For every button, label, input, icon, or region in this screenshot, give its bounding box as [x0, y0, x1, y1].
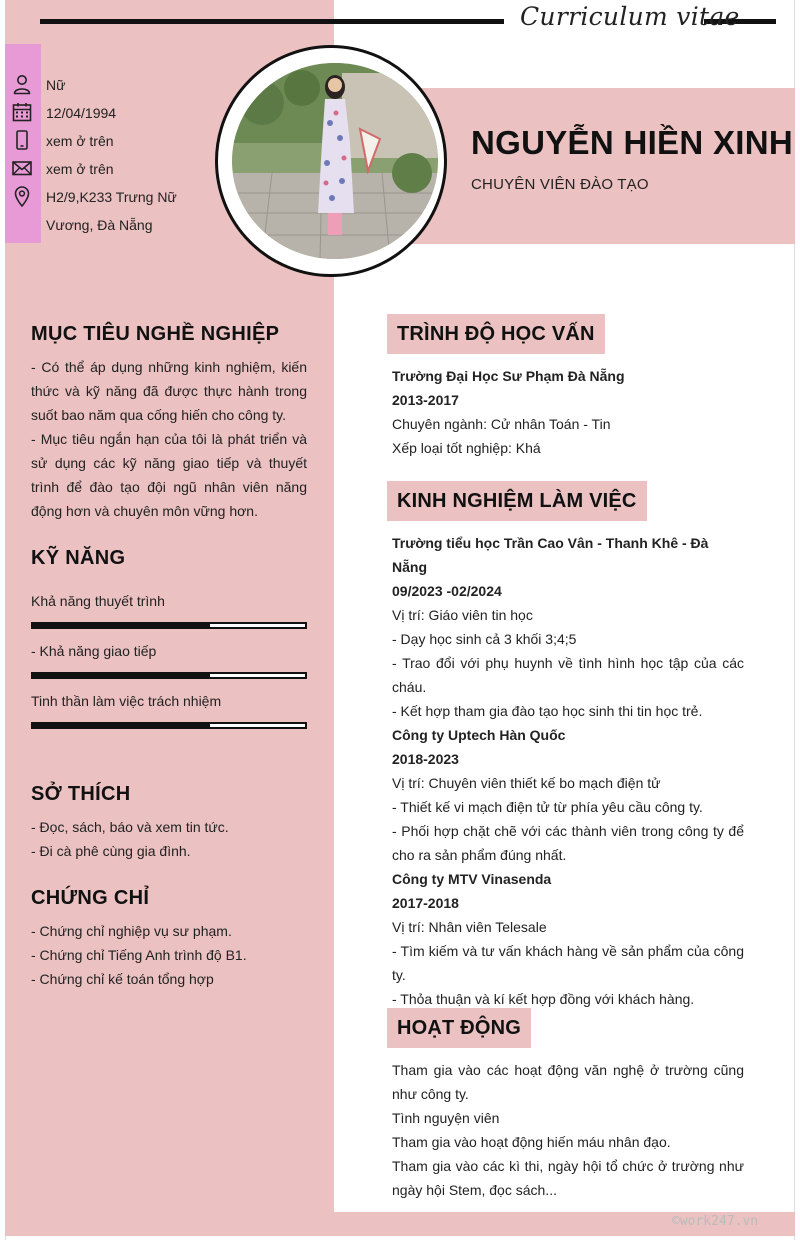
address-line-1: H2/9,K233 Trưng Nữ [46, 189, 177, 205]
certificates-heading: CHỨNG CHỈ [31, 887, 150, 909]
person-icon [11, 73, 33, 95]
education-grade: Xếp loại tốt nghiệp: Khá [392, 440, 541, 456]
job-detail: Vị trí: Giáo viên tin học [392, 607, 533, 623]
watermark: ©work247.vn [672, 1214, 759, 1229]
skill-level-fill [33, 624, 210, 627]
job-detail: - Thỏa thuận và kí kết hợp đồng với khách hàng. [392, 991, 695, 1007]
education-heading: TRÌNH ĐỘ HỌC VẤN [387, 314, 605, 354]
dob-value: 12/04/1994 [46, 105, 117, 121]
skills-heading: KỸ NĂNG [31, 547, 126, 569]
education-major: Chuyên ngành: Cử nhân Toán - Tin [392, 416, 611, 432]
skill-label: - Khả năng giao tiếp [31, 643, 157, 659]
activity-line: Tình nguyện viên [392, 1110, 500, 1126]
activity-line: Tham gia vào các kì thi, ngày hội tổ chức ở trường như ngày hội Stem, đọc sách... [392, 1158, 744, 1198]
job-detail: - Dạy học sinh cả 3 khối 3;4;5 [392, 631, 577, 647]
experience-heading: KINH NGHIỆM LÀM VIỆC [387, 481, 647, 521]
job-detail: - Phối hợp chặt chẽ với các thành viên trong công ty để cho ra sản phẩm đúng nhất. [392, 823, 744, 863]
hobbies-heading: SỞ THÍCH [31, 783, 131, 805]
company-name: Công ty MTV Vinasenda [392, 871, 552, 887]
calendar-icon [11, 101, 33, 123]
activity-line: Tham gia vào các hoạt động văn nghệ ở trường cũng như công ty. [392, 1062, 744, 1102]
list-item: - Đọc, sách, báo và xem tin tức. [31, 819, 229, 835]
objective-paragraph: - Mục tiêu ngắn hạn của tôi là phát triển và sử dụng các kỹ năng giao tiếp và thuyết trình để đào tạo đội ngũ nhân viên năng động hơn và chuyên môn vững hơn. [31, 431, 307, 519]
school-name: Trường Đại Học Sư Phạm Đà Nẵng [392, 368, 625, 384]
cv-title: Curriculum vitae [520, 2, 740, 31]
candidate-name: NGUYỄN HIỀN XINH [471, 124, 794, 161]
job-period: 09/2023 -02/2024 [392, 583, 502, 599]
company-name: Công ty Uptech Hàn Quốc [392, 727, 566, 743]
location-pin-icon [11, 185, 33, 207]
skill-level-bar [31, 622, 307, 629]
name-band [392, 88, 795, 244]
mail-icon [11, 157, 33, 179]
activities-heading: HOẠT ĐỘNG [387, 1008, 531, 1048]
job-period: 2018-2023 [392, 751, 459, 767]
phone-icon [11, 129, 33, 151]
objective-text [31, 355, 307, 523]
skill-level-bar [31, 722, 307, 729]
address-line-2: Vương, Đà Nẵng [46, 217, 153, 233]
list-item: - Chứng chỉ nghiệp vụ sư phạm. [31, 923, 232, 939]
skill-label: Tinh thần làm việc trách nhiệm [31, 693, 222, 709]
skill-level-fill [33, 724, 210, 727]
objective-paragraph: - Có thể áp dụng những kinh nghiệm, kiến thức và kỹ năng đã được thực hành trong suốt bao năm qua cống hiến cho công ty. [31, 359, 307, 423]
email-value: xem ở trên [46, 161, 114, 177]
list-item: - Chứng chỉ kế toán tổng hợp [31, 971, 214, 987]
list-item: - Đi cà phê cùng gia đình. [31, 843, 191, 859]
skill-level-fill [33, 674, 210, 677]
job-detail: - Trao đổi với phụ huynh về tình hình học tập của các cháu. [392, 655, 744, 695]
skill-level-bar [31, 672, 307, 679]
certificates-list [31, 919, 307, 991]
candidate-job-title: CHUYÊN VIÊN ĐÀO TẠO [471, 176, 649, 193]
education-years: 2013-2017 [392, 392, 459, 408]
profile-photo [232, 63, 438, 259]
company-name: Trường tiểu học Trần Cao Vân - Thanh Khê - Đà Nẵng [392, 535, 709, 575]
education-block [392, 364, 744, 460]
phone-value: xem ở trên [46, 133, 114, 149]
hobbies-list [31, 815, 307, 863]
job-detail: Vị trí: Nhân viên Telesale [392, 919, 547, 935]
job-detail: - Kết hợp tham gia đào tạo học sinh thi tin học trẻ. [392, 703, 703, 719]
activities-block [392, 1058, 744, 1202]
skill-label: Khả năng thuyết trình [31, 593, 165, 609]
objective-heading: MỤC TIÊU NGHỀ NGHIỆP [31, 323, 280, 345]
job-detail: Vị trí: Chuyên viên thiết kế bo mạch điện tử [392, 775, 661, 791]
activity-line: Tham gia vào hoạt động hiến máu nhân đạo. [392, 1134, 671, 1150]
header-rule-left [40, 19, 504, 24]
job-detail: - Tìm kiếm và tư vấn khách hàng về sản phẩm của công ty. [392, 943, 744, 983]
gender-value: Nữ [46, 77, 66, 93]
list-item: - Chứng chỉ Tiếng Anh trình độ B1. [31, 947, 247, 963]
job-period: 2017-2018 [392, 895, 459, 911]
job-detail: - Thiết kế vi mạch điện tử từ phía yêu cầu công ty. [392, 799, 703, 815]
experience-block [392, 531, 744, 1011]
